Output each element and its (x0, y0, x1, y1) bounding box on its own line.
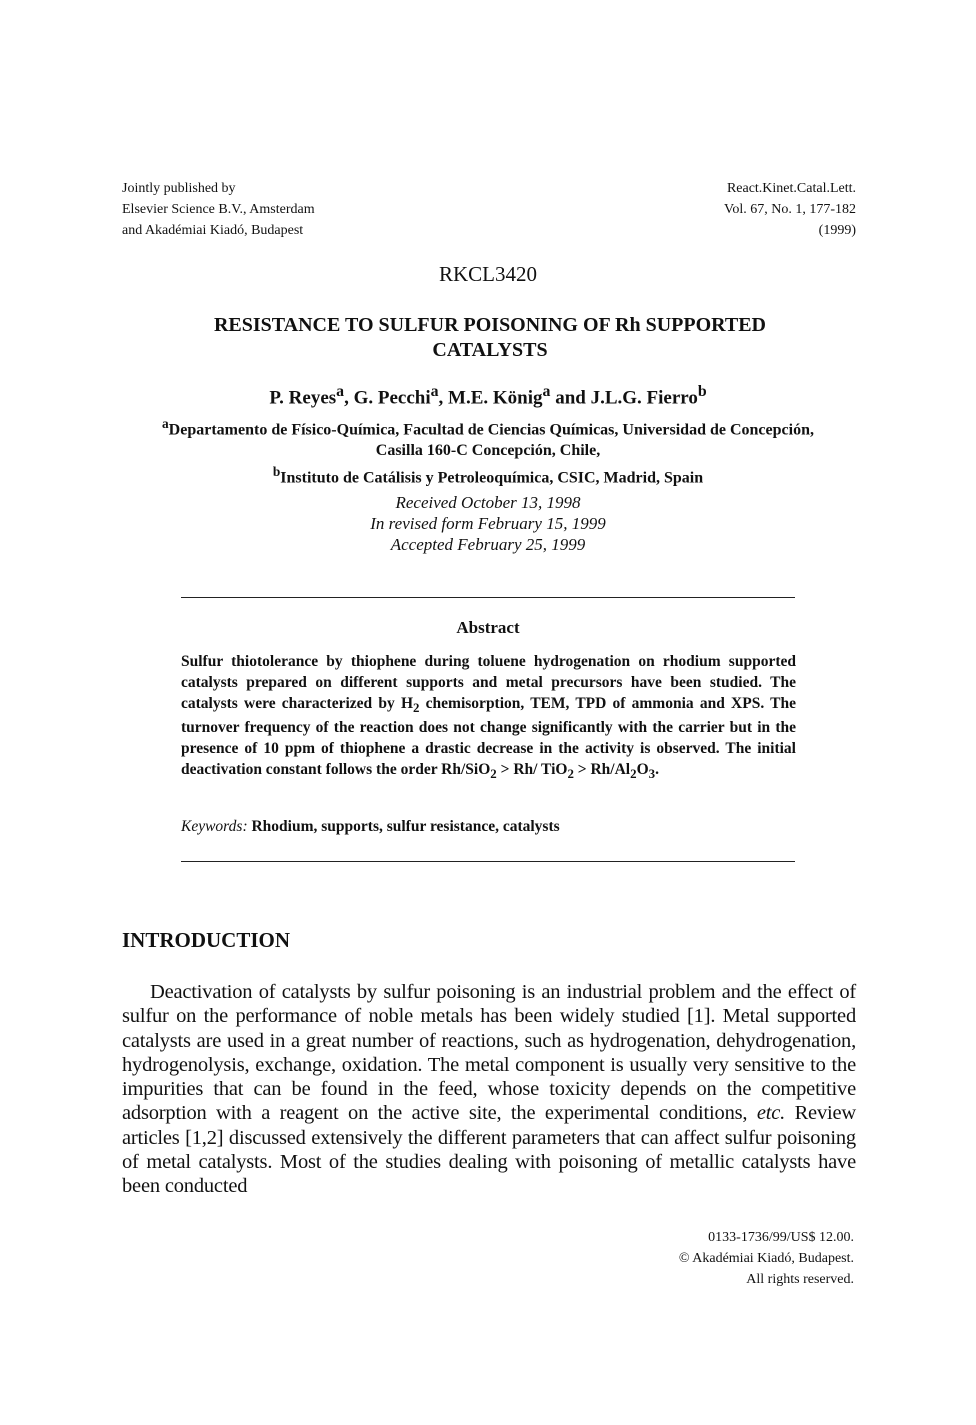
journal-year: (1999) (818, 223, 856, 238)
section-heading-introduction: INTRODUCTION (122, 928, 291, 952)
abstract-part-2: chemisorption, TEM, TPD of ammonia and XPS. The turnover frequency of the reaction does not change significantly with the carrier but in the presence of 10 ppm of thiophene a drastic decrease in the activity is observed. The initial deactivation constant follows the order Rh/SiO (181, 694, 796, 779)
affiliations (0, 413, 976, 489)
author-1: P. Reyes (269, 387, 337, 409)
abstract-part-4: > Rh/Al (573, 761, 631, 779)
subscript: 2 (490, 766, 497, 782)
affiliation-b-line: Instituto de Catálisis y Petroleoquímica, CSIC, Madrid, Spain (280, 469, 704, 487)
subscript: 2 (413, 699, 420, 715)
author-3-affil: a (542, 383, 551, 400)
abstract-part-3: > Rh/ TiO (496, 761, 568, 779)
journal-info (536, 178, 856, 241)
intro-text-1: Deactivation of catalysts by sulfur poisoning is an industrial problem and the effect of sulfur on the performance of noble metals has been widely studied [1]. Metal supported catalysts are used in a great number of reactions, such as hydrogenation, dehydrogenation, hydrogenolysis, exchange, oxidation. The metal component is usually very sensitive to the impurities that can be found in the feed, whose toxicity depends on the competitive adsorption with a reagent on the active site, the experimental conditions, (122, 981, 856, 1125)
author-2: G. Pecchi (353, 387, 431, 409)
publisher-line-1: Jointly published by (122, 181, 236, 196)
subscript: 3 (648, 766, 656, 782)
affiliation-a (0, 413, 976, 440)
abstract-text (181, 652, 796, 785)
keywords (181, 818, 796, 836)
keywords-colon: : (242, 818, 248, 835)
affiliation-b-mark: b (272, 464, 281, 480)
journal-volume: Vol. 67, No. 1, 177-182 (724, 202, 856, 217)
author-separator: , (438, 387, 449, 409)
affiliation-b (0, 461, 976, 488)
journal-name: React.Kinet.Catal.Lett. (726, 181, 856, 196)
subscript: 2 (567, 766, 574, 782)
issn-price: 0133-1736/99/US$ 12.00. (708, 1230, 854, 1245)
keywords-label: Keywords (181, 818, 243, 835)
date-revised: In revised form February 15, 1999 (370, 514, 606, 533)
abstract-part-1: Sulfur thiotolerance by thiophene during toluene hydrogenation on rhodium supported catalysts prepared on different supports and metal precursors have been studied. The catalysts were characterized by H (181, 653, 796, 712)
title-line-1: RESISTANCE TO SULFUR POISONING OF Rh SUPPORTED (213, 314, 766, 336)
copyright-footer (534, 1227, 854, 1290)
intro-text-2: Review articles [1,2] discussed extensively the different parameters that can affect sulfur poisoning of metal catalysts. Most of the studies dealing with poisoning of metallic catalysts have been conducted (122, 1102, 856, 1198)
affiliation-a-line-1: Departamento de Físico-Química, Facultad de Ciencias Químicas, Universidad de Concepción, (168, 421, 814, 439)
author-4-affil: b (697, 383, 707, 400)
title-line-2: CATALYSTS (432, 339, 548, 361)
affiliation-a-mark: a (162, 416, 169, 431)
publisher-line-3: and Akadémiai Kiadó, Budapest (122, 223, 304, 238)
publisher-line-2: Elsevier Science B.V., Amsterdam (122, 202, 315, 217)
date-received: Received October 13, 1998 (395, 493, 581, 512)
author-3: M.E. König (448, 387, 543, 409)
divider-top (181, 597, 795, 598)
date-accepted: Accepted February 25, 1999 (390, 535, 586, 554)
paper-title (140, 313, 840, 363)
abstract-heading: Abstract (456, 618, 520, 637)
author-1-affil: a (336, 383, 345, 400)
intro-etc: etc. (756, 1102, 786, 1125)
keywords-text: Rhodium, supports, sulfur resistance, catalysts (247, 818, 560, 835)
abstract-part-5: O (636, 761, 649, 779)
author-4: J.L.G. Fierro (590, 387, 698, 409)
author-separator: , (344, 387, 354, 409)
rights-reserved: All rights reserved. (746, 1272, 854, 1287)
divider-bottom (181, 861, 795, 862)
abstract-end: . (655, 761, 659, 779)
author-list (0, 383, 976, 409)
copyright: © Akadémiai Kiadó, Budapest. (678, 1251, 854, 1266)
subscript: 2 (630, 766, 637, 782)
author-and: and (555, 387, 586, 409)
affiliation-a-line-2: Casilla 160-C Concepción, Chile, (375, 442, 601, 460)
publisher-info (122, 178, 442, 241)
author-2-affil: a (430, 383, 439, 400)
article-code: RKCL3420 (438, 262, 537, 286)
submission-dates (0, 492, 976, 555)
introduction-paragraph (122, 980, 856, 1199)
